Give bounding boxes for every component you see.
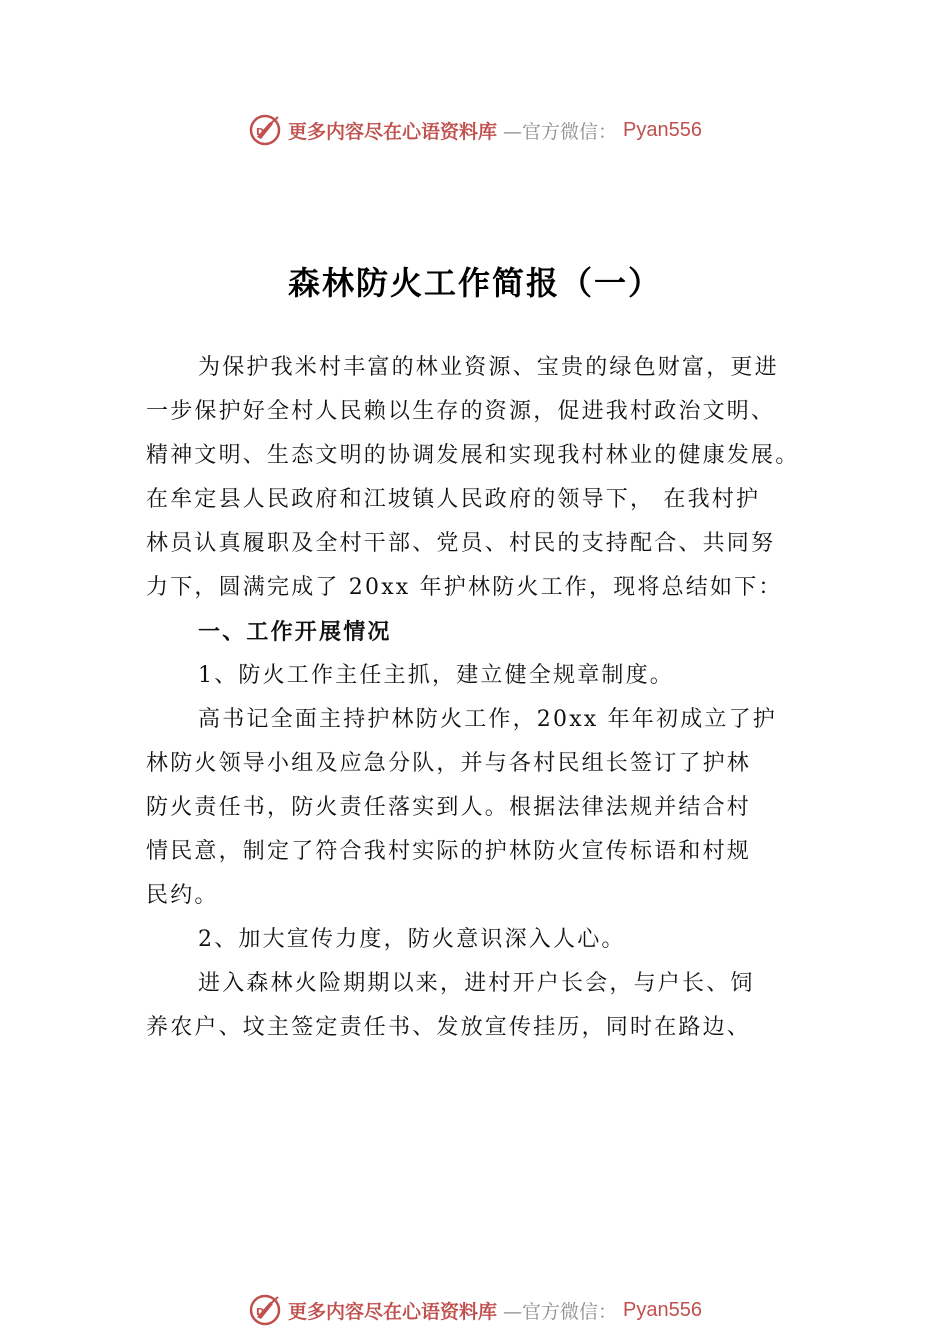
body-text-line: 在牟定县人民政府和江坡镇人民政府的领导下， 在我村护: [146, 487, 761, 512]
body-text-line: 民约。: [146, 883, 219, 908]
quill-logo-icon: [248, 113, 282, 147]
watermark-wechat-id: Pyan556: [623, 1298, 702, 1321]
watermark-wechat-id: Pyan556: [623, 118, 702, 141]
body-text-line: 精神文明、生态文明的协调发展和实现我村林业的健康发展。: [146, 443, 800, 468]
watermark-sub-text: —官方微信：: [503, 1300, 618, 1323]
body-text-line: 林防火领导小组及应急分队，并与各村民组长签订了护林: [146, 751, 752, 776]
watermark-main-text: 更多内容尽在心语资料库: [288, 1300, 498, 1323]
document-title: 森林防火工作简报（一）: [287, 264, 662, 302]
watermark-main-text: 更多内容尽在心语资料库: [288, 120, 498, 143]
svg-text:D: D: [256, 127, 265, 138]
body-text-line: 防火责任书，防火责任落实到人。根据法律法规并结合村: [146, 795, 752, 820]
document-body: [146, 346, 800, 1050]
body-text-line: 进入森林火险期期以来，进村开户长会，与户长、饲: [198, 971, 755, 996]
svg-text:D: D: [256, 1307, 265, 1318]
footer-watermark: [0, 1290, 950, 1330]
body-text-line: 林员认真履职及全村干部、党员、村民的支持配合、共同努: [146, 531, 776, 556]
watermark-sub-text: —官方微信：: [503, 120, 618, 143]
body-text-line: 养农户、坟主签定责任书、发放宣传挂历，同时在路边、: [146, 1015, 752, 1040]
quill-logo-icon: [248, 1293, 282, 1327]
header-watermark: [0, 110, 950, 150]
body-text-line: 为保护我米村丰富的林业资源、宝贵的绿色财富，更进: [198, 355, 779, 380]
body-text-line: 高书记全面主持护林防火工作，20xx 年年初成立了护: [198, 707, 778, 732]
body-text-line: 力下，圆满完成了 20xx 年护林防火工作，现将总结如下：: [146, 575, 783, 600]
body-text-line: 2、加大宣传力度，防火意识深入人心。: [198, 927, 626, 952]
section-heading: 一、工作开展情况: [198, 619, 392, 645]
body-text-line: 情民意，制定了符合我村实际的护林防火宣传标语和村规: [146, 839, 752, 864]
body-text-line: 一步保护好全村人民赖以生存的资源，促进我村政治文明、: [146, 399, 776, 424]
body-text-line: 1、防火工作主任主抓，建立健全规章制度。: [198, 663, 674, 688]
